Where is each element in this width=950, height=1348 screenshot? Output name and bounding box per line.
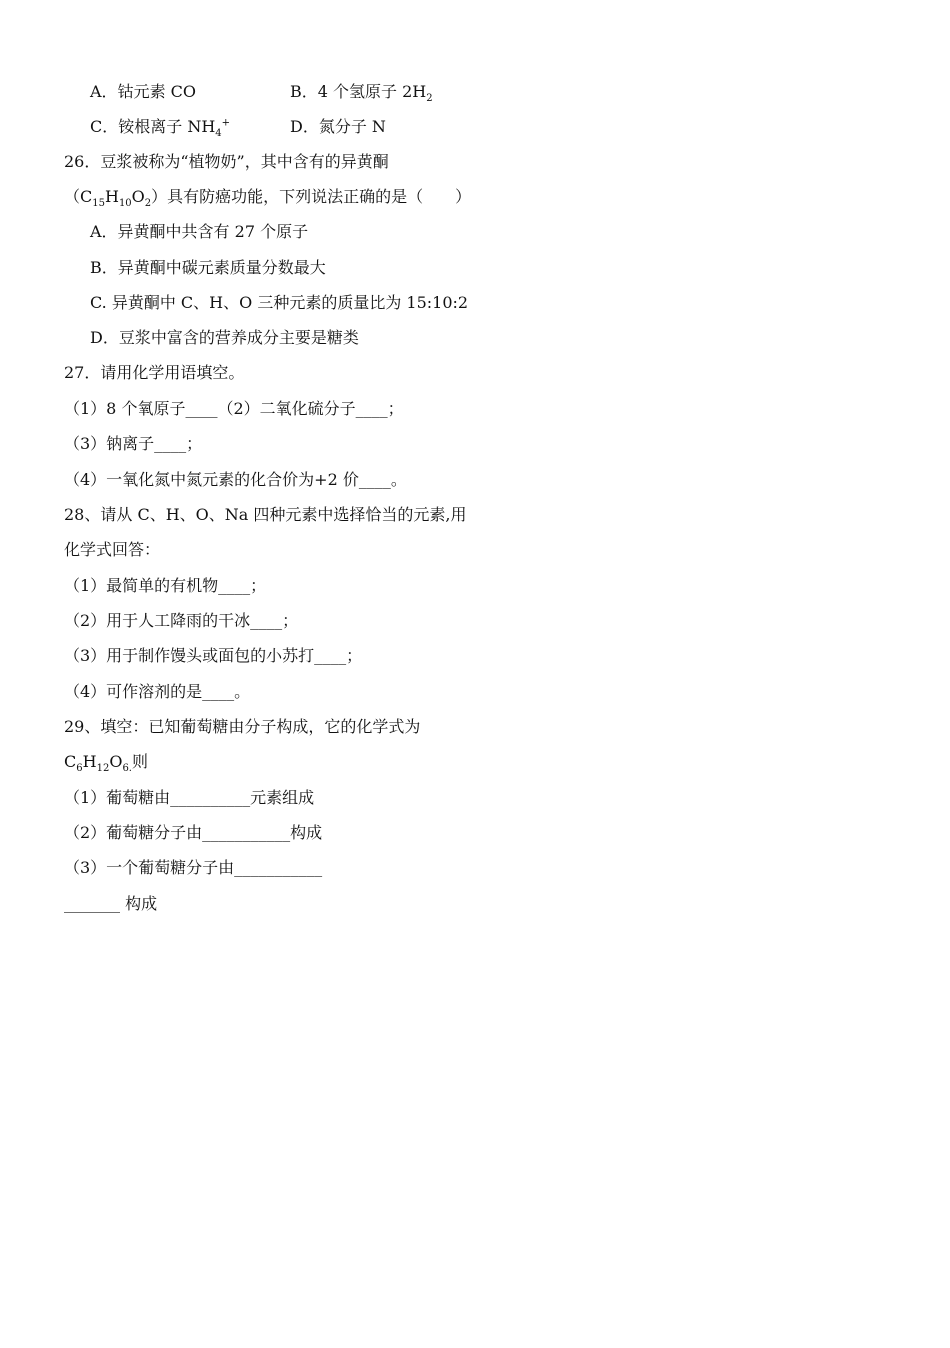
q28-stem-line1: 28、请从 C、H、O、Na 四种元素中选择恰当的元素,用 [64, 505, 467, 524]
q26-option-c: C. 异黄酮中 C、H、O 三种元素的质量比为 15:10:2 [90, 293, 469, 312]
q28-item-2: （2）用于人工降雨的干冰____； [64, 611, 299, 630]
q29-formula-line: $C_6H_{12}O_{6.}$则 [64, 752, 148, 775]
q26-option-b: B．异黄酮中碳元素质量分数最大 [90, 258, 326, 277]
q26-stem-line1: 26．豆浆被称为“植物奶”，其中含有的异黄酮 [64, 152, 389, 171]
q28-stem-line2: 化学式回答： [64, 540, 161, 559]
q25-option-row-ab [90, 82, 433, 105]
q29-item-3: （3）一个葡萄糖分子由___________ [64, 858, 323, 877]
q25-option-row-cd [90, 117, 386, 140]
q27-item-3: （3）钠离子____； [64, 434, 203, 453]
q25-option-a: A．钴元素 CO [90, 82, 197, 101]
q27-stem: 27．请用化学用语填空。 [64, 363, 245, 382]
q26-stem-line2: $(C_{15}H_{10}O_2)$具有防癌功能，下列说法正确的是（ ） [64, 187, 472, 210]
q27-item-1-2: （1）8 个氧原子____（2）二氧化硫分子____； [64, 399, 404, 418]
q26-option-a: A．异黄酮中共含有 27 个原子 [90, 222, 309, 241]
q29-item-3-continued: _______ 构成 [64, 894, 158, 913]
q28-item-3: （3）用于制作馒头或面包的小苏打____； [64, 646, 363, 665]
q25-option-b: B．4 个氢原子 $2H_2$ [290, 82, 433, 105]
q29-item-1: （1）葡萄糖由__________元素组成 [64, 788, 315, 807]
q28-item-4: （4）可作溶剂的是____。 [64, 682, 251, 701]
q28-item-1: （1）最简单的有机物____； [64, 576, 267, 595]
q25-option-c: C．铵根离子 $NH_4^+$ [90, 117, 231, 140]
q26-option-d: D．豆浆中富含的营养成分主要是糖类 [90, 328, 359, 347]
q29-item-2: （2）葡萄糖分子由___________构成 [64, 823, 323, 842]
q25-option-d: D．氮分子 N [290, 117, 386, 136]
q27-item-4: （4）一氧化氮中氮元素的化合价为+2 价____。 [64, 470, 407, 489]
q29-stem-line1: 29、填空：已知葡萄糖由分子构成，它的化学式为 [64, 717, 421, 736]
